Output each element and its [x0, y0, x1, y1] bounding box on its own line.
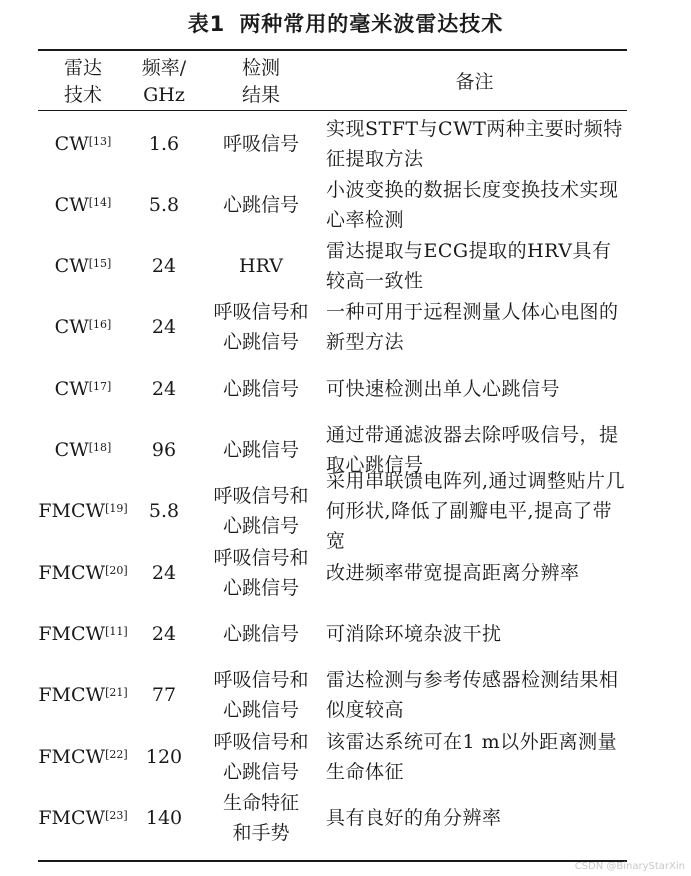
result-line: 心跳信号: [222, 699, 299, 722]
radar-type: CW: [54, 316, 89, 339]
table-row: [38, 665, 627, 726]
note-text: 具有良好的角分辨率: [326, 806, 502, 829]
result-line: 呼吸信号: [222, 132, 299, 155]
result-line: 心跳信号: [222, 622, 299, 645]
table-row: [38, 236, 627, 297]
radar-cell: CW [13]: [38, 113, 128, 174]
note-text: 改进频率带宽提高距离分辨率: [326, 561, 580, 584]
table-row: [38, 603, 627, 664]
result-cell: [200, 481, 322, 542]
header-note: [322, 54, 627, 110]
frequency-cell: 5.8: [148, 193, 180, 216]
result-cell: [200, 665, 322, 726]
radar-cell: CW [17]: [38, 358, 128, 419]
frequency-cell: 1.6: [148, 132, 180, 155]
header-freq-line1: 频率/: [141, 57, 187, 79]
note-cell: [326, 236, 626, 297]
radar-type: CW: [54, 377, 89, 400]
radar-cell: FMCW [11]: [38, 603, 128, 664]
result-cell: [200, 358, 322, 419]
table-number: 表1: [187, 12, 226, 36]
note-cell: [326, 603, 626, 664]
result-cell: [200, 297, 322, 358]
frequency-cell: 24: [151, 316, 177, 339]
result-line: 和手势: [232, 821, 290, 844]
header-radar-line1: 雷达: [63, 57, 102, 79]
table-row: [38, 542, 627, 603]
table-title: [0, 8, 691, 38]
radar-cell: FMCW [22]: [38, 726, 128, 787]
result-cell: [200, 787, 322, 848]
result-line: 呼吸信号和: [213, 669, 309, 692]
note-text: 雷达提取与ECG提取的HRV具有较高一致性: [326, 240, 612, 293]
radar-type: FMCW: [38, 561, 106, 584]
table-row: [38, 470, 627, 553]
note-cell: [326, 174, 626, 235]
result-cell: [200, 542, 322, 603]
note-cell: [326, 726, 626, 787]
note-text: 实现STFT与CWT两种主要时频特征提取方法: [326, 117, 623, 170]
table-row: [38, 787, 627, 848]
radar-type: CW: [54, 255, 89, 278]
header-freq: [128, 54, 200, 110]
result-line: 心跳信号: [222, 439, 299, 461]
radar-cell: FMCW [20]: [38, 542, 128, 603]
note-text: 该雷达系统可在1 m以外距离测量生命体征: [326, 730, 618, 783]
note-text: 可快速检测出单人心跳信号: [326, 377, 561, 400]
table-row: [38, 726, 627, 787]
frequency-cell: 96: [151, 439, 177, 461]
radar-type: CW: [54, 439, 89, 461]
header-result-line2: 结果: [241, 84, 280, 106]
radar-cell: CW [15]: [38, 236, 128, 297]
radar-cell: FMCW [21]: [38, 665, 128, 726]
result-line: 呼吸信号和: [213, 730, 309, 753]
watermark: CSDN @BinaryStarXin: [574, 861, 685, 872]
header-rule: [38, 110, 627, 111]
note-text: 一种可用于远程测量人体心电图的新型方法: [326, 301, 619, 354]
top-rule: [38, 49, 627, 51]
frequency-cell: 77: [151, 684, 177, 707]
radar-type: FMCW: [38, 745, 106, 768]
result-cell: [200, 174, 322, 235]
result-cell: [200, 603, 322, 664]
note-cell: [326, 297, 626, 358]
note-cell: [326, 665, 626, 726]
note-text: 小波变换的数据长度变换技术实现心率检测: [326, 178, 619, 231]
table-row: [38, 358, 627, 419]
result-cell: [200, 726, 322, 787]
bottom-rule: [38, 860, 627, 862]
result-line: 心跳信号: [222, 377, 299, 400]
frequency-cell: 120: [145, 745, 183, 768]
radar-cell: CW [16]: [38, 297, 128, 358]
frequency-cell: 140: [145, 806, 183, 829]
radar-cell: CW [14]: [38, 174, 128, 235]
header-note-label: 备注: [455, 70, 494, 93]
radar-type: FMCW: [38, 684, 106, 707]
table-row: [38, 113, 627, 174]
note-cell: [326, 787, 626, 848]
result-line: 生命特征: [222, 791, 299, 814]
result-line: 心跳信号: [222, 760, 299, 783]
result-cell: [200, 113, 322, 174]
result-line: 心跳信号: [222, 193, 299, 216]
result-line: 心跳信号: [222, 331, 299, 354]
radar-type: FMCW: [38, 806, 106, 829]
table-row: [38, 297, 627, 358]
frequency-cell: 24: [151, 255, 177, 278]
note-text: 采用串联馈电阵列,通过调整贴片几何形状,降低了副瓣电平,提高了带宽: [326, 470, 626, 553]
note-text: 可消除环境杂波干扰: [326, 622, 502, 645]
frequency-cell: 5.8: [148, 500, 180, 523]
result-line: 心跳信号: [222, 515, 299, 538]
header-radar-line2: 技术: [63, 84, 102, 106]
header-result: [200, 54, 322, 110]
frequency-cell: 24: [151, 622, 177, 645]
result-line: 呼吸信号和: [213, 546, 309, 569]
radar-type: CW: [54, 132, 89, 155]
result-line: HRV: [239, 255, 283, 278]
note-cell: [326, 113, 626, 174]
radar-cell: CW [18]: [38, 420, 128, 481]
result-line: 呼吸信号和: [213, 485, 309, 508]
result-line: 心跳信号: [222, 576, 299, 599]
header-result-line1: 检测: [241, 57, 280, 79]
radar-type: FMCW: [38, 500, 106, 523]
header-radar: [38, 54, 128, 110]
table-caption: 两种常用的毫米波雷达技术: [239, 12, 504, 36]
table-row: [38, 174, 627, 235]
radar-cell: FMCW [19]: [38, 481, 128, 542]
note-text: 通过带通滤波器去除呼吸信号，提取心跳信号: [326, 424, 619, 476]
note-cell: [326, 470, 626, 553]
note-cell: [326, 542, 626, 603]
result-line: 呼吸信号和: [213, 301, 309, 324]
note-text: 雷达检测与参考传感器检测结果相似度较高: [326, 669, 619, 722]
note-cell: [326, 358, 626, 419]
header-freq-line2: GHz: [143, 84, 185, 106]
result-cell: [200, 420, 322, 481]
radar-cell: FMCW [23]: [38, 787, 128, 848]
result-cell: [200, 236, 322, 297]
frequency-cell: 24: [151, 561, 177, 584]
radar-type: FMCW: [38, 622, 106, 645]
frequency-cell: 24: [151, 377, 177, 400]
radar-type: CW: [54, 193, 89, 216]
